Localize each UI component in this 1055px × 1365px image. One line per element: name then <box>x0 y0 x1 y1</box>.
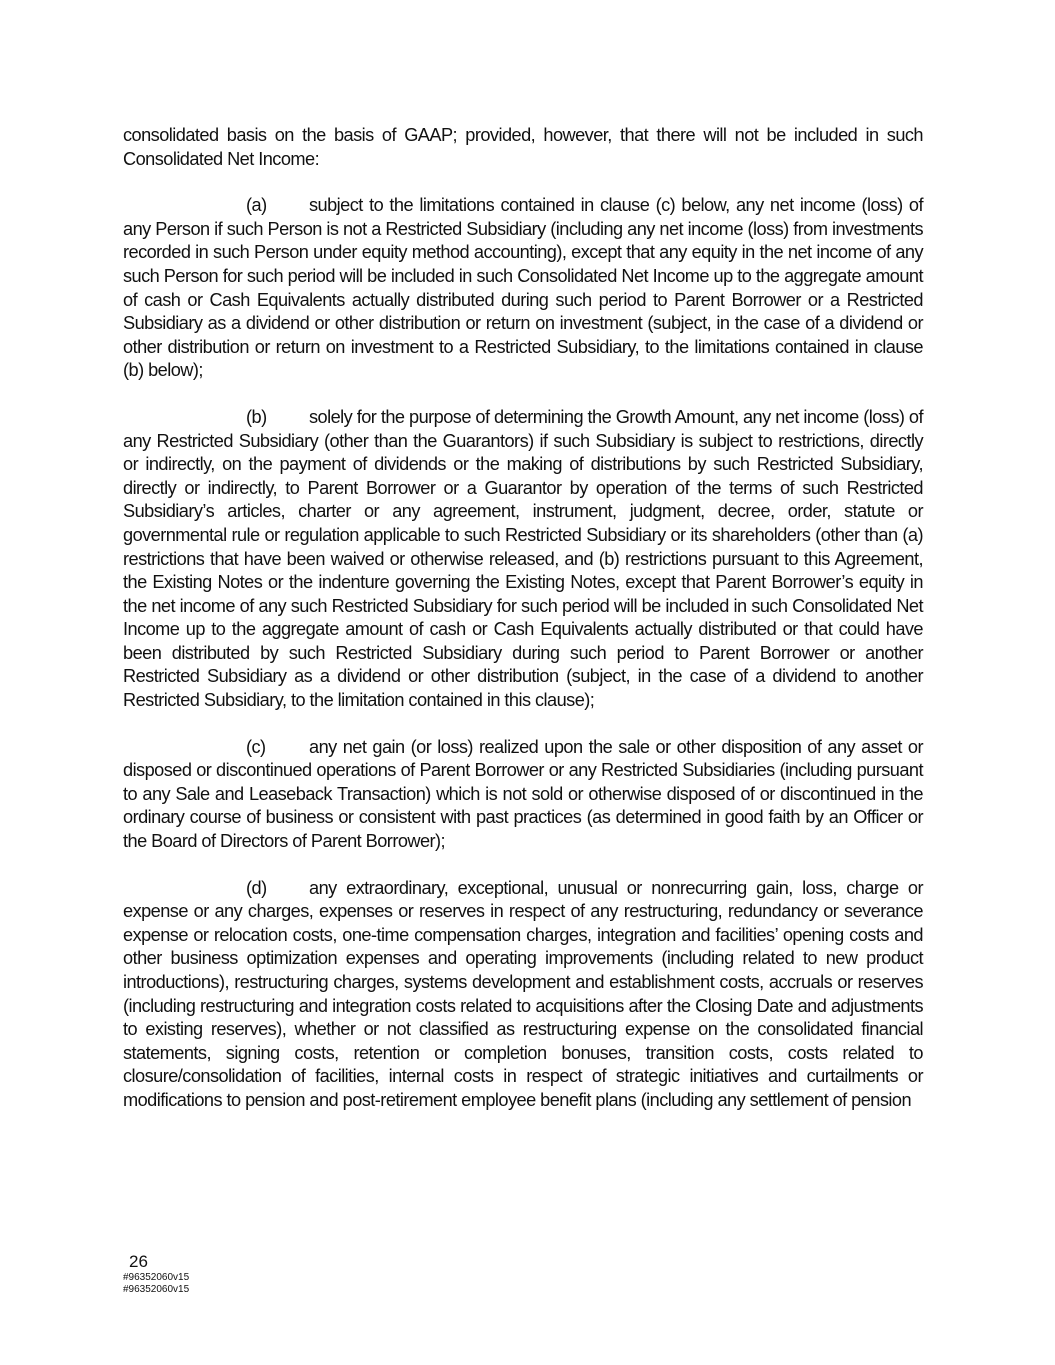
clause-a <box>123 194 923 383</box>
document-id: #96352060v15 <box>123 1272 190 1283</box>
clause-d <box>123 877 923 1113</box>
page-number: 26 <box>129 1252 148 1271</box>
clause-text: subject to the limitations contained in clause (c) below, any net income (loss) of any Person if such Person is not a Restricted Subsidiary (including any net income (loss) from investments recorded in such Person under equity method accounting), except that any equity in the net income of any such Person for such period will be included in such Consolidated Net Income up to the aggregate amount of cash or Cash Equivalents actually distributed during such period to Parent Borrower or a Restricted Subsidiary as a dividend or other distribution or return on investment (subject, in the case of a dividend or other distribution or return on investment to a Restricted Subsidiary, to the limitations contained in clause (b) below); <box>123 195 923 381</box>
clause-label: (a) <box>246 195 267 216</box>
clause-label: (b) <box>246 406 267 427</box>
clause-c <box>123 736 923 854</box>
page-footer <box>123 1252 189 1296</box>
clause-text: any extraordinary, exceptional, unusual or nonrecurring gain, loss, charge or expense or any charges, expenses or reserves in respect of any restructuring, redundancy or severance expense or relocation costs, one-time compensation charges, integration and facilities’ opening costs and other business optimization expenses and operating improvements (including related to new product introductions), restructuring charges, systems development and establishment costs, accruals or reserves (including restructuring and integration costs related to acquisitions after the Closing Date and adjustments to existing reserves), whether or not classified as restructuring expense on the consolidated financial statements, signing costs, retention or completion bonuses, transition costs, costs related to closure/consolidation of facilities, internal costs in respect of strategic initiatives and curtailments or modifications to pension and post-retirement employee benefit plans (including any settlement of pension <box>123 877 923 1110</box>
clause-text: solely for the purpose of determining the Growth Amount, any net income (loss) of any Restricted Subsidiary (other than the Guarantors) if such Subsidiary is subject to restrictions, directly or indirectly, on the payment of dividends or the making of distributions by such Restricted Subsidiary, directly or indirectly, to Parent Borrower or a Guarantor by operation of the terms of such Restricted Subsidiary’s articles, charter or any agreement, instrument, judgment, decree, order, statute or governmental rule or regulation applicable to such Restricted Subsidiary or its shareholders (other than (a) restrictions that have been waived or otherwise released, and (b) restrictions pursuant to this Agreement, the Existing Notes or the indenture governing the Existing Notes, except that Parent Borrower’s equity in the net income of any such Restricted Subsidiary for such period will be included in such Consolidated Net Income up to the aggregate amount of cash or Cash Equivalents actually distributed or that could have been distributed by such Restricted Subsidiary during such period to Parent Borrower or another Restricted Subsidiary as a dividend or other distribution (subject, in the case of a dividend to another Restricted Subsidiary, to the limitation contained in this clause); <box>123 406 923 711</box>
intro-paragraph: consolidated basis on the basis of GAAP; provided, however, that there will not be included in such Consolidated Net Income: <box>123 125 923 169</box>
clause-text: any net gain (or loss) realized upon the sale or other disposition of any asset or disposed or discontinued operations of Parent Borrower or any Restricted Subsidiaries (including pursuant to any Sale and Leaseback Transaction) which is not sold or otherwise disposed of or discontinued in the ordinary course of business or consistent with past practices (as determined in good faith by an Officer or the Board of Directors of Parent Borrower); <box>123 736 923 852</box>
document-body <box>123 124 923 1136</box>
clause-label: (c) <box>246 736 266 757</box>
document-id: #96352060v15 <box>123 1284 190 1295</box>
clause-b <box>123 406 923 713</box>
clause-label: (d) <box>246 877 267 898</box>
